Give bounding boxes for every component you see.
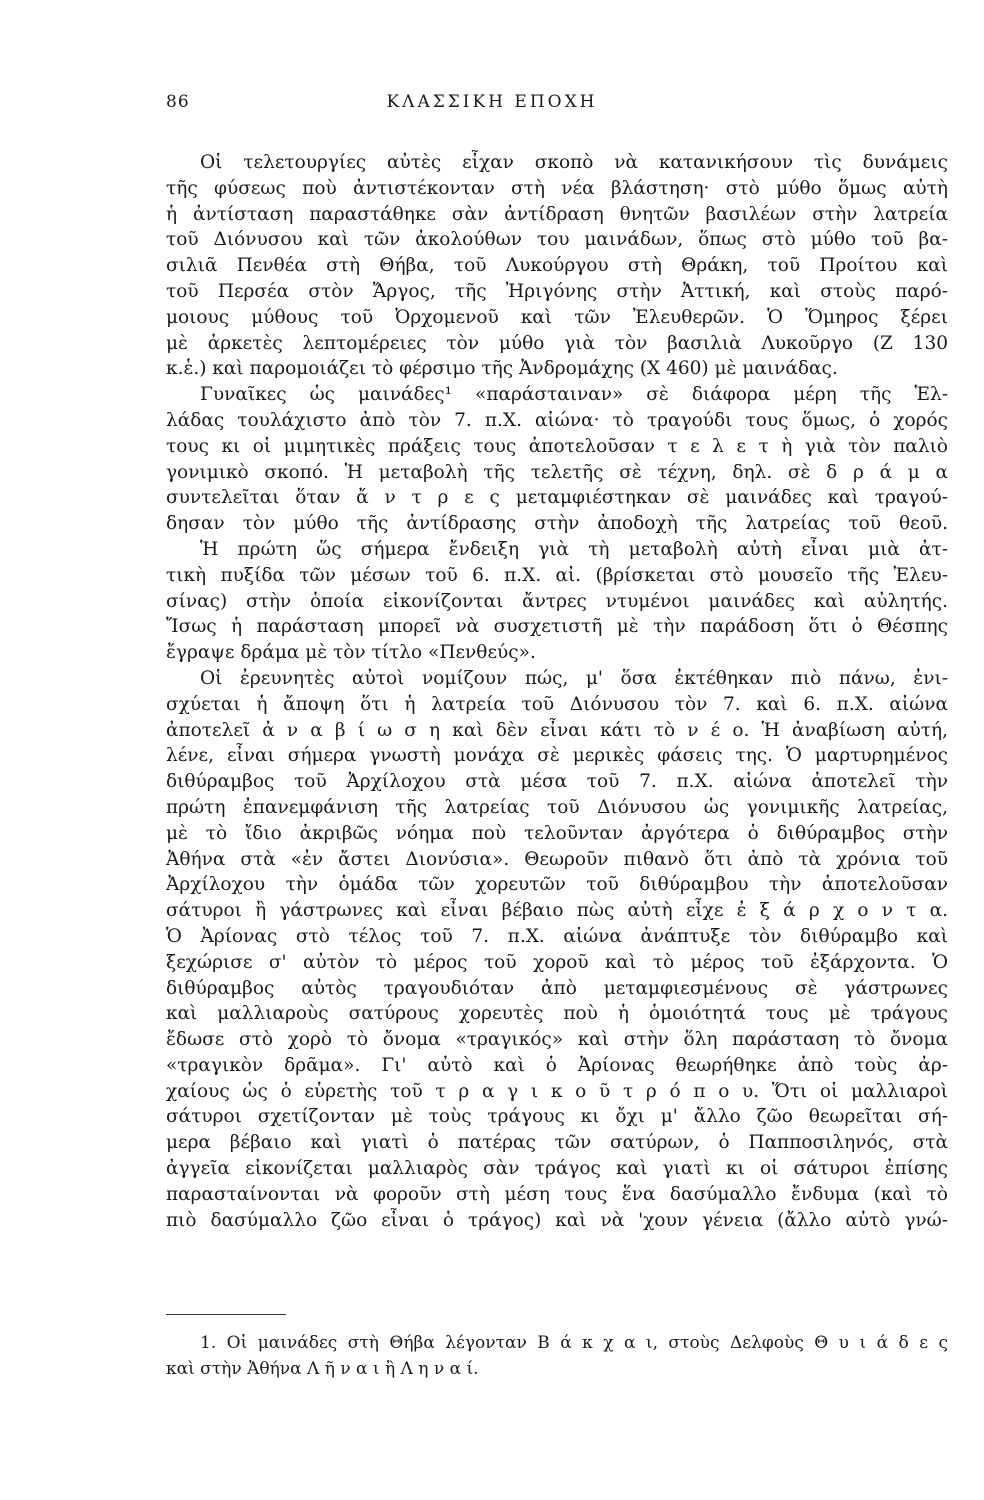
text-line: λένε, εἶναι σήμερα γνωστὴ μονάχα σὲ μερικὲς φάσεις της. Ὁ μαρτυρημένος xyxy=(166,745,948,767)
footnote-line: καὶ στὴν Ἀθήνα Λ ῆ ν α ι ἢ Λ η ν α ί. xyxy=(166,1359,479,1379)
text-line: συντελεῖται ὅταν ἄ ν τ ρ ε ς μεταμφιέστηκαν σὲ μαινάδες καὶ τραγού- xyxy=(166,487,948,509)
text-line: ἀγγεῖα εἰκονίζεται μαλλιαρὸς σὰν τράγος καὶ γιατὶ κι οἱ σάτυροι ἐπίσης xyxy=(166,1158,948,1180)
text-line: καὶ μαλλιαροὺς σατύρους χορευτὲς ποὺ ἡ ὁμοιότητά τους μὲ τράγους xyxy=(166,1003,948,1025)
text-line: πρώτη ἐπανεμφάνιση τῆς λατρείας τοῦ Διόνυσου ὡς γονιμικῆς λατρείας, xyxy=(166,796,948,818)
text-line: ἀποτελεῖ ἀ ν α β ί ω σ η καὶ δὲν εἶναι κάτι τὸ ν έ ο. Ἡ ἀναβίωση αὐτή, xyxy=(166,719,948,741)
text-line: Οἱ ἐρευνητὲς αὐτοὶ νομίζουν πώς, μ' ὅσα ἐκτέθηκαν πιὸ πάνω, ἐνι- xyxy=(200,667,948,689)
text-line: διθύραμβος αὐτὸς τραγουδιόταν ἀπὸ μεταμφιεσμένους σὲ γάστρωνες xyxy=(166,977,948,999)
text-line: σχύεται ἡ ἄποψη ὅτι ἡ λατρεία τοῦ Διόνυσου τὸν 7. καὶ 6. π.Χ. αἰώνα xyxy=(166,693,948,715)
text-line: ξεχώρισε σ' αὐτὸν τὸ μέρος τοῦ χοροῦ καὶ τὸ μέρος τοῦ ἐξάρχοντα. Ὁ xyxy=(166,951,948,973)
text-line: παρασταίνονται νὰ φοροῦν στὴ μέση τους ἕνα δασύμαλλο ἔνδυμα (καὶ τὸ xyxy=(166,1183,948,1205)
text-line: ἔγραψε δράμα μὲ τὸν τίτλο «Πενθεύς». xyxy=(166,642,536,664)
text-line: πιὸ δασύμαλλο ζῶο εἶναι ὁ τράγος) καὶ νὰ 'χουν γένεια (ἄλλο αὐτὸ γνώ- xyxy=(166,1209,948,1231)
text-line: σιλιᾶ Πενθέα στὴ Θήβα, τοῦ Λυκούργου στὴ Θράκη, τοῦ Προίτου καὶ xyxy=(166,255,948,277)
text-line: Οἱ τελετουργίες αὐτὲς εἶχαν σκοπὸ νὰ κατανικήσουν τὶς δυνάμεις xyxy=(200,152,948,173)
text-line: ἔδωσε στὸ χορὸ τὸ ὄνομα «τραγικός» καὶ στὴν ὅλη παράσταση τὸ ὄνομα xyxy=(166,1029,948,1051)
text-line: διθύραμβος τοῦ Ἀρχίλοχου στὰ μέσα τοῦ 7. π.Χ. αἰώνα ἀποτελεῖ τὴν xyxy=(166,771,948,793)
text-line: μοιους μύθους τοῦ Ὀρχομενοῦ καὶ τῶν Ἐλευθερῶν. Ὁ Ὅμηρος ξέρει xyxy=(166,306,948,328)
footnote-divider xyxy=(166,1314,286,1315)
text-line: «τραγικὸν δρᾶμα». Γι' αὐτὸ καὶ ὁ Ἀρίονας θεωρήθηκε ἀπὸ τοὺς ἀρ- xyxy=(166,1054,948,1076)
footnote-line: 1. Οἱ μαινάδες στὴ Θήβα λέγονταν Β ά κ χ α ι, στοὺς Δελφοὺς Θ υ ι ά δ ε ς xyxy=(200,1333,948,1353)
text-line: τοῦ Διόνυσου καὶ τῶν ἀκολούθων του μαινάδων, ὅπως στὸ μύθο τοῦ βα- xyxy=(166,229,948,251)
text-line: τοῦ Περσέα στὸν Ἄργος, τῆς Ἠριγόνης στὴν Ἀττική, καὶ στοὺς παρό- xyxy=(166,280,948,302)
text-line: τῆς φύσεως ποὺ ἀντιστέκονταν στὴ νέα βλάστηση· στὸ μύθο ὅμως αὐτὴ xyxy=(166,177,948,199)
text-line: Γυναῖκες ὡς μαινάδες¹ «παράσταιναν» σὲ διάφορα μέρη τῆς Ἑλ- xyxy=(200,384,948,406)
text-line: Ἀρχίλοχου τὴν ὁμάδα τῶν χορευτῶν τοῦ διθύραμβου τὴν ἀποτελοῦσαν xyxy=(166,874,948,896)
text-line: τικὴ πυξίδα τῶν μέσων τοῦ 6. π.Χ. αἰ. (βρίσκεται στὸ μουσεῖο τῆς Ἐλευ- xyxy=(166,564,948,586)
text-line: σάτυροι ἢ γάστρωνες καὶ εἶναι βέβαιο πὼς αὐτὴ εἶχε ἐ ξ ά ρ χ ο ν τ α. xyxy=(166,900,948,922)
text-line: Ὁ Ἀρίονας στὸ τέλος τοῦ 7. π.Χ. αἰώνα ἀνάπτυξε τὸν διθύραμβο καὶ xyxy=(166,925,948,947)
running-head: ΚΛΑΣΣΙΚΗ ΕΠΟΧΗ xyxy=(386,92,598,112)
body-text xyxy=(166,150,948,1233)
text-line: χαίους ὡς ὁ εὑρετὴς τοῦ τ ρ α γ ι κ ο ῦ τ ρ ό π ο υ. Ὅτι οἱ μαλλιαροὶ xyxy=(166,1080,948,1102)
text-line: Ἴσως ἡ παράσταση μπορεῖ νὰ συσχετιστῆ μὲ τὴν παράδοση ὅτι ὁ Θέσπης xyxy=(166,616,948,638)
page-header xyxy=(0,92,984,122)
text-line: σάτυροι σχετίζονταν μὲ τοὺς τράγους κι ὄχι μ' ἄλλο ζῶο θεωρεῖται σή- xyxy=(166,1106,948,1128)
text-line: Ἡ πρώτη ὥς σήμερα ἔνδειξη γιὰ τὴ μεταβολὴ αὐτὴ εἶναι μιὰ ἀτ- xyxy=(200,538,948,560)
text-line: λάδας τουλάχιστο ἀπὸ τὸν 7. π.Χ. αἰώνα· τὸ τραγούδι τους ὅμως, ὁ χορός xyxy=(166,409,948,431)
page-number: 86 xyxy=(166,92,190,112)
text-line: Ἀθήνα στὰ «ἐν ἄστει Διονύσια». Θεωροῦν πιθανὸ ὅτι ἀπὸ τὰ χρόνια τοῦ xyxy=(166,848,948,870)
text-line: κ.ἑ.) καὶ παρομοιάζει τὸ φέρσιμο τῆς Ἀνδρομάχης (Χ 460) μὲ μαινάδας. xyxy=(166,358,838,380)
text-line: δησαν τὸν μύθο τῆς ἀντίδρασης στὴν ἀποδοχὴ τῆς λατρείας τοῦ θεοῦ. xyxy=(166,513,948,535)
text-line: ἡ ἀντίσταση παραστάθηκε σὰν ἀντίδραση θνητῶν βασιλέων στὴν λατρεία xyxy=(166,203,948,225)
text-line: σίνας) στὴν ὁποία εἰκονίζονται ἄντρες ντυμένοι μαινάδες καὶ αὐλητής. xyxy=(166,590,948,612)
text-line: μὲ τὸ ἴδιο ἀκριβῶς νόημα ποὺ τελοῦνταν ἀργότερα ὁ διθύραμβος στὴν xyxy=(166,822,948,844)
text-line: τους κι οἱ μιμητικὲς πράξεις τους ἀποτελοῦσαν τ ε λ ε τ ὴ γιὰ τὸν παλιὸ xyxy=(166,435,948,457)
footnotes xyxy=(166,1330,948,1382)
text-line: μὲ ἀρκετὲς λεπτομέρειες τὸν μύθο γιὰ τὸν βασιλιὰ Λυκοῦργο (Ζ 130 xyxy=(166,332,948,354)
text-line: μερα βέβαιο καὶ γιατὶ ὁ πατέρας τῶν σατύρων, ὁ Παπποσιληνός, στὰ xyxy=(166,1132,948,1154)
text-line: γονιμικὸ σκοπό. Ἡ μεταβολὴ τῆς τελετῆς σὲ τέχνη, δηλ. σὲ δ ρ ά μ α xyxy=(166,461,948,483)
